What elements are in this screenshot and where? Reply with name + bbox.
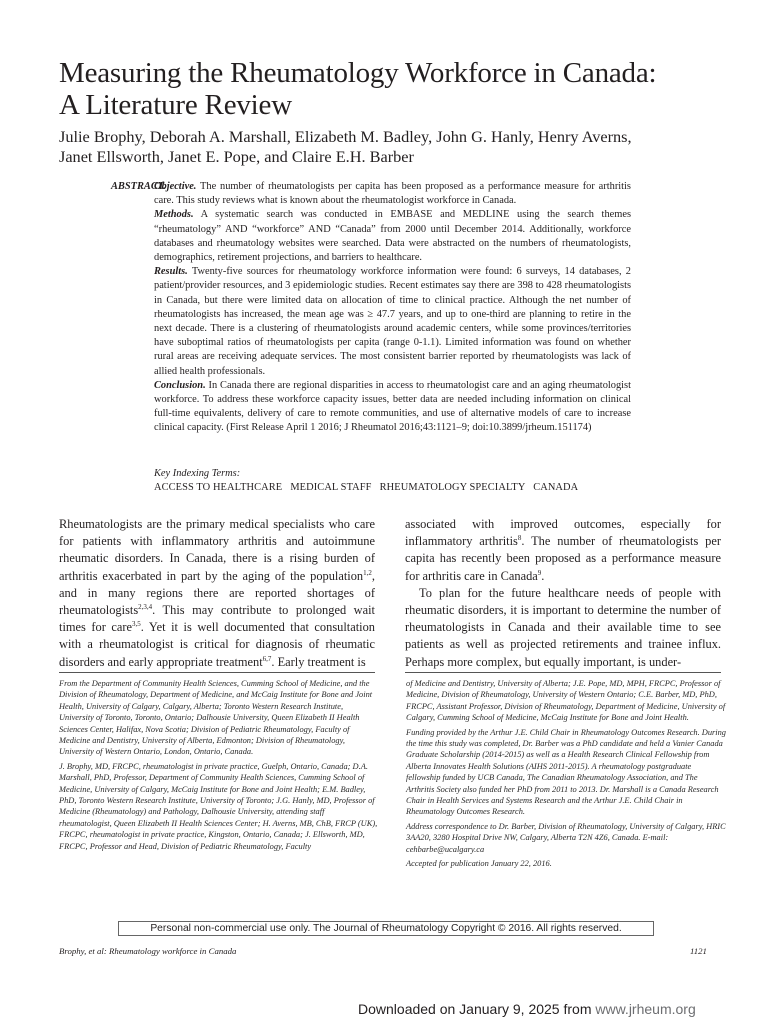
body-text: Rheumatologists are the primary medical specialists who care for patients with inflammatory arthritis and autoimmune rheumatic disorders. In Canada, there is a rising burden of arthritis exacerbated in part by the aging of the population: [59, 517, 375, 583]
copyright-notice: Personal non-commercial use only. The Journal of Rheumatology Copyright © 2016. All rights reserved.: [118, 921, 654, 936]
body-column-left: [59, 516, 375, 671]
running-head: Brophy, et al: Rheumatology workforce in Canada: [59, 946, 237, 956]
title-line-1: Measuring the Rheumatology Workforce in Canada:: [59, 57, 657, 89]
conclusion-heading: Conclusion.: [154, 379, 206, 391]
correspondence-note: Address correspondence to Dr. Barber, Division of Rheumatology, University of Calgary, HRIC 3AA20, 3280 Hospital Drive NW, Calgary, Alberta T2N 4Z6, Canada. E-mail: cehbarbe@ucalgary.ca: [406, 821, 726, 854]
abstract-results: [154, 265, 631, 379]
intro-paragraph-1: [59, 516, 375, 671]
abstract-methods: [154, 208, 631, 265]
citation: 2,3,4: [138, 602, 153, 611]
footnote-divider-right: [405, 672, 721, 673]
citation: 1,2: [363, 568, 372, 577]
results-heading: Results.: [154, 266, 188, 278]
authors-line-2: Janet Ellsworth, Janet E. Pope, and Claire E.H. Barber: [59, 147, 414, 166]
key-indexing-terms: [154, 467, 578, 495]
abstract-conclusion: [154, 379, 631, 436]
footnotes-left: [59, 678, 379, 855]
methods-heading: Methods.: [154, 209, 194, 221]
acceptance-note: Accepted for publication January 22, 2016.: [406, 859, 552, 869]
authors-line-1: Julie Brophy, Deborah A. Marshall, Elizabeth M. Badley, John G. Hanly, Henry Averns,: [59, 127, 632, 146]
body-text: . Early treatment is: [271, 654, 366, 669]
title-line-2: A Literature Review: [59, 89, 292, 121]
conclusion-text: In Canada there are regional disparities in access to rheumatologist care and an aging rheumatologist workforce. To address these workforce capacity issues, better data are needed including information on clinical full-time equivalents, delivery of care to remote communities, and use of alternative models of care to increase clinical capacity. (First Release April 1 2016; J Rheumatol 2016;43:1121–9; doi:10.3899/jrheum.151174): [154, 379, 631, 434]
funding-note: Funding provided by the Arthur J.E. Child Chair in Rheumatology Outcomes Research. During the time this study was completed, Dr. Barber was a PhD candidate and held a Vanier Canada Graduate Scholarship (2014-2015) as well as a Health Research Clinical Fellowship from Alberta Innovates Health Solutions (AIHS 2011-2015). A rheumatology postgraduate fellowship funded by UCB Canada, The Canadian Rheumatology Association, and The Arthritis Society also funded her PhD from 2011 to 2013. Dr. Marshall is a Canada Research Chair in Health Services and Systems Research and the Arthur J.E. Child Chair in Rheumatology Outcomes Research.: [406, 727, 726, 817]
citation: 3,5: [132, 620, 141, 629]
footnotes-right: [406, 678, 726, 873]
results-text: Twenty-five sources for rheumatology workforce information were found: 6 surveys, 14 databases, 2 patient/provider resources, and 3 epidemiologic studies. Recent estimates say there are 398 to 428 rheumatologists in Canada, but there were limited data on allocation of time to clinical practice. Although the net number of rheumatologists has increased, the mean age was ≥ 47.7 years, and up to one-third are planning to retire in the next decade. There is a clustering of rheumatologists around academic centers, while some provinces/territories have suboptimal ratios of rheumatologists per capita (range 0-1.1). Limited information was found on whether rural areas are receiving adequate services. The most consistent barrier reported by rheumatologists was lack of allied health professionals.: [154, 266, 631, 377]
body-text: associated with improved outcomes, especially for inflammatory arthritis: [405, 517, 721, 549]
key-indexing-list: ACCESS TO HEALTHCARE MEDICAL STAFF RHEUMATOLOGY SPECIALTY CANADA: [154, 482, 579, 493]
download-text: Downloaded on January 9, 2025 from: [358, 1001, 592, 1017]
author-list: [59, 127, 719, 167]
author-credentials-note: J. Brophy, MD, FRCPC, rheumatologist in private practice, Guelph, Ontario, Canada; D.A. Marshall, PhD, Professor, Department of Community Health Sciences, Cumming School of Medicine, University of Calgary, McCaig Institute for Bone and Joint Health; E.M. Badley, PhD, Toronto Western Research Institute, University of Toronto; J.G. Hanly, MD, Professor of Medicine (Rheumatology) and Pathology, Dalhousie University, attending staff rheumatologist, Queen Elizabeth II Health Sciences Center; H. Averns, MB, ChB, FRCP (UK), FRCPC, rheumatologist in private practice, Kingston, Ontario, Canada; J. Ellsworth, MD, FRCPC, Professor and Head, Division of Pediatric Rheumatology, Faculty: [59, 761, 378, 851]
body-text: . Yet it is well documented that consultation with a rheumatologist is critical for diagnosis of rheumatic disorders and early appropriate treatment: [59, 620, 375, 669]
citation: 9: [537, 568, 542, 577]
download-stamp: [358, 1000, 696, 1018]
page-number: 1121: [690, 946, 707, 956]
abstract-label: ABSTRACT.: [111, 181, 166, 192]
intro-paragraph-1-cont: [405, 516, 721, 585]
citation: 8: [517, 534, 522, 543]
methods-text: A systematic search was conducted in EMBASE and MEDLINE using the search themes “rheumatology” AND “workforce” AND “Canada” from 2000 until December 2014. Additionally, workforce databases and rheumatology websites were searched. Data were abstracted on the numbers of rheumatologists, demographics, retirement projections, and barriers to healthcare.: [154, 209, 631, 264]
body-text: . The number of rheumatologists per capita has recently been proposed as a performance measure for arthritis care in Canada: [405, 534, 721, 583]
affiliations-note: From the Department of Community Health Sciences, Cumming School of Medicine, and the Division of Rheumatology, Department of Medicine, and McCaig Institute for Bone and Joint Health, University of Calgary, Calgary, Alberta; Toronto Western Research Institute, University of Toronto, Toronto, Ontario; Dalhousie University, Queen Elizabeth II Health Sciences Center, Halifax, Nova Scotia; Division of Pediatric Rheumatology, Faculty of Medicine and Dentistry, University of Alberta, Edmonton; Division of Rheumatology, University of Western Ontario, London, Ontario, Canada.: [59, 679, 373, 757]
abstract-body: [154, 180, 631, 436]
objective-heading: Objective.: [154, 181, 197, 192]
article-title: [59, 57, 719, 121]
body-text: . This may contribute to prolonged wait times for care: [59, 603, 375, 635]
key-indexing-label: Key Indexing Terms:: [154, 468, 241, 479]
citation: 6,7: [262, 654, 272, 663]
objective-text: The number of rheumatologists per capita has been proposed as a performance measure for arthritis care. This study reviews what is known about the rheumatologist workforce in Canada.: [154, 181, 631, 207]
intro-paragraph-2: To plan for the future healthcare needs of people with rheumatic disorders, it is important to determine the number of rheumatologists in Canada and their available time to see patients as well as projected retirements and trainee influx. Perhaps more complex, but equally important, is under-: [405, 585, 721, 669]
download-site-link[interactable]: www.jrheum.org: [595, 1001, 696, 1017]
body-column-right: [405, 516, 721, 671]
abstract-objective: [154, 180, 631, 208]
body-text: , and in many regions there are reported shortages of rheumatologists: [59, 568, 375, 618]
author-credentials-note-cont: of Medicine and Dentistry, University of Alberta; J.E. Pope, MD, MPH, FRCPC, Professor of Medicine, Division of Rheumatology, University of Western Ontario; C.E. Barber, MD, PhD, FRCPC, Assistant Professor, Division of Rheumatology, Department of Medicine, University of Calgary, Cumming School of Medicine, McCaig Institute for Bone and Joint Health.: [406, 679, 726, 723]
footnote-divider-left: [59, 672, 375, 673]
body-text: .: [541, 568, 545, 583]
